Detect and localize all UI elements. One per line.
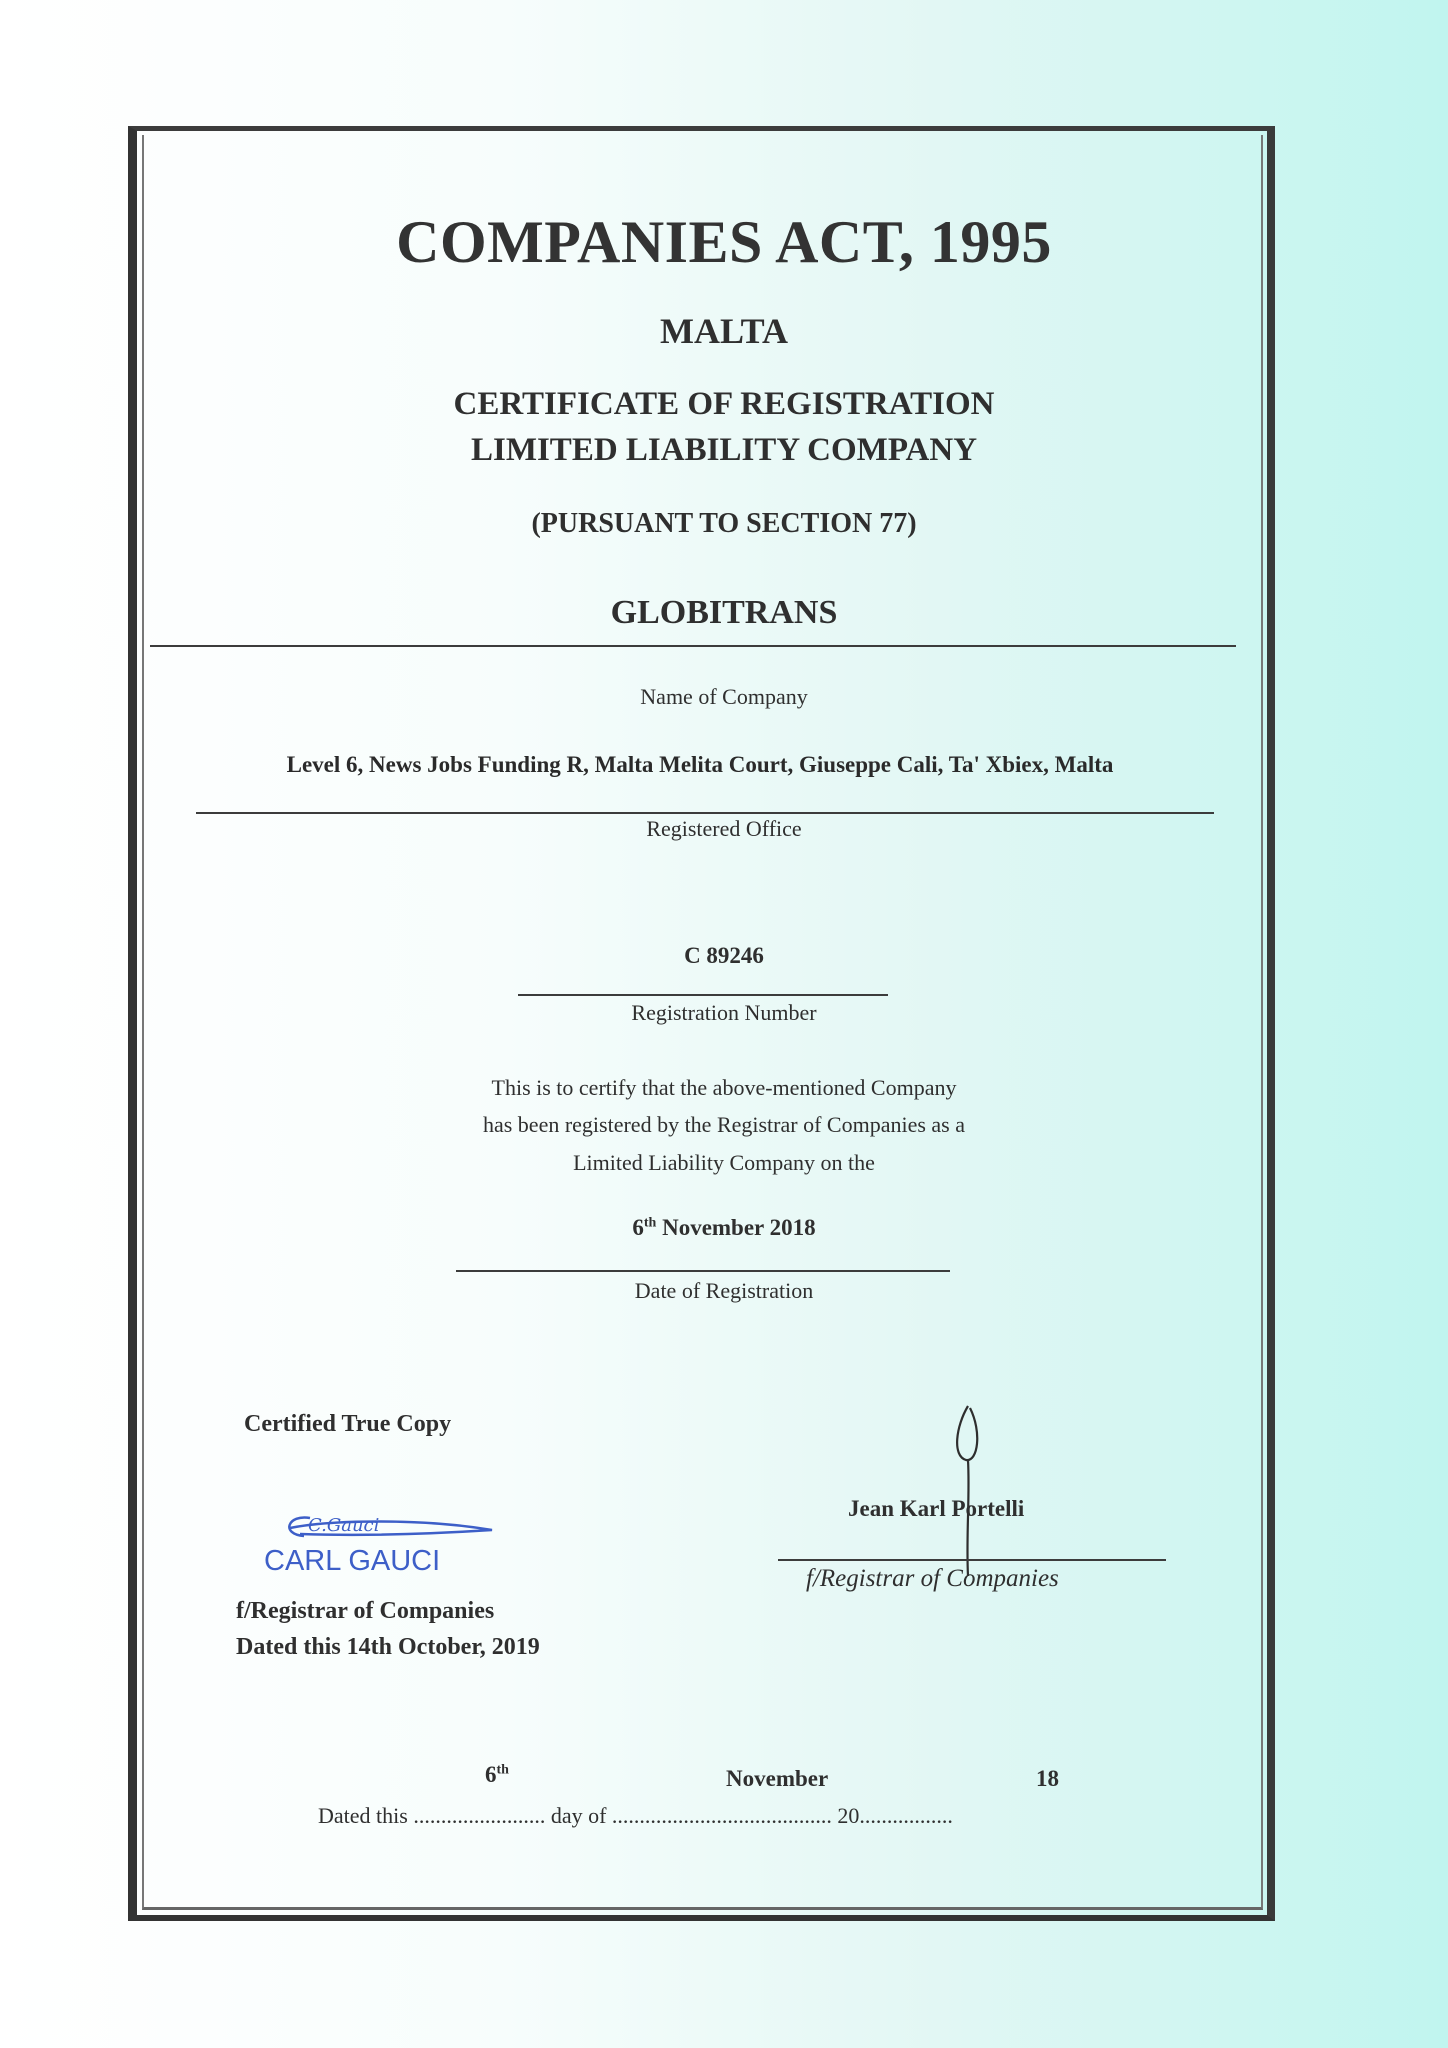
footer-dots-3: ................. [859,1803,953,1828]
act-title: COMPANIES ACT, 1995 [396,209,1052,275]
certified-true-copy-heading: Certified True Copy [244,1411,452,1437]
registered-office-rule [196,812,1214,814]
registration-date-rule [456,1270,950,1272]
company-name-label: Name of Company [640,684,808,709]
certificate-type-line2: LIMITED LIABILITY COMPANY [470,432,978,468]
registration-date-suffix: th [643,1215,657,1231]
registered-office-label: Registered Office [646,816,802,841]
registration-number-label: Registration Number [631,1000,817,1025]
registration-date [0,1215,1448,1241]
portelli-signature-stroke [957,1406,977,1576]
registration-date-label: Date of Registration [634,1278,814,1303]
registered-office: Level 6, News Jobs Funding R, Malta Melita Court, Giuseppe Cali, Ta' Xbiex, Malta [286,752,1114,777]
country-heading: MALTA [659,311,789,351]
footer-year: 18 [1036,1766,1059,1791]
registration-date-day: 6 [632,1215,644,1240]
signature-handwriting: C.Gauci [308,1515,380,1536]
footer-twenty: 20 [837,1803,860,1828]
footer-dots-2: ........................................ [611,1803,832,1828]
certified-copy-date: Dated this 14th October, 2019 [236,1634,540,1660]
registration-number: C 89246 [684,943,764,968]
footer-day-suffix: th [496,1762,509,1778]
footer-month: November [726,1766,829,1791]
footer-dated-line [318,1803,953,1829]
registration-date-rest: November 2018 [656,1215,816,1240]
carl-gauci-stamp: CARL GAUCI [264,1545,441,1577]
footer-dots-1: ........................ [413,1803,546,1828]
registrar-title: f/Registrar of Companies [806,1565,1059,1592]
certification-text-line1: This is to certify that the above-mentioned Company [491,1075,957,1100]
certification-text-line3: Limited Liability Company on the [573,1150,875,1175]
certified-copy-registrar-title: f/Registrar of Companies [236,1598,495,1624]
registrar-name: Jean Karl Portelli [848,1496,1025,1521]
footer-day [485,1762,509,1788]
certification-text-line2: has been registered by the Registrar of Companies as a [482,1112,965,1137]
registration-number-rule [518,994,888,996]
footer-dated-this: Dated this [318,1803,408,1828]
pursuant-section: (PURSUANT TO SECTION 77) [531,508,917,539]
registrar-signature-rule [778,1559,1166,1561]
footer-day-number: 6 [485,1762,497,1787]
company-name: GLOBITRANS [610,594,838,631]
certificate-type-line1: CERTIFICATE OF REGISTRATION [453,386,995,422]
footer-day-of: day of [550,1803,607,1828]
company-name-rule [150,645,1236,647]
